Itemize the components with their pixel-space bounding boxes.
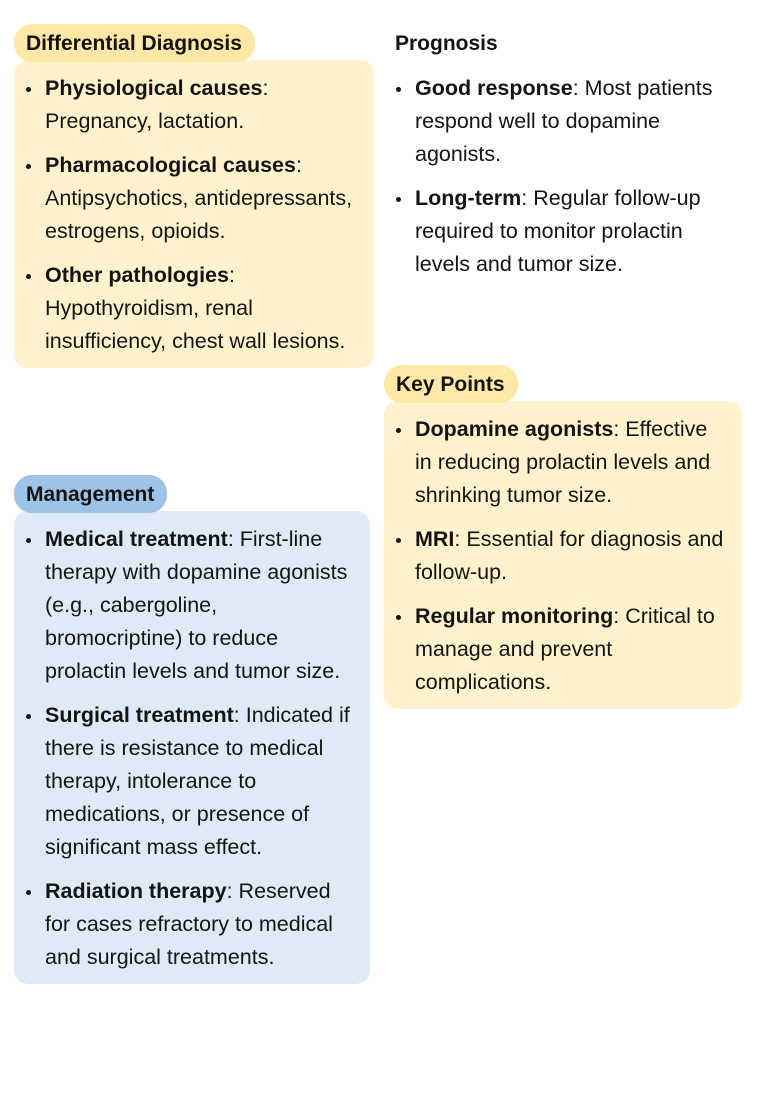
key-points-title: Key Points bbox=[384, 365, 518, 403]
item-term: Medical treatment bbox=[45, 527, 228, 551]
list-item: Physiological causes: Pregnancy, lactation. bbox=[22, 72, 358, 138]
differential-diagnosis-box bbox=[14, 60, 374, 368]
item-term: Physiological causes bbox=[45, 76, 263, 100]
list-item: MRI: Essential for diagnosis and follow-up. bbox=[392, 523, 726, 589]
key-points-box bbox=[384, 401, 742, 709]
list-item: Surgical treatment: Indicated if there is resistance to medical therapy, intolerance to medications, or presence of significant mass effect. bbox=[22, 699, 354, 864]
differential-diagnosis-title: Differential Diagnosis bbox=[14, 24, 255, 62]
item-desc: Most patients respond well to dopamine agonists. bbox=[415, 76, 713, 166]
item-desc: Antipsychotics, antidepressants, estrogens, opioids. bbox=[45, 186, 353, 243]
item-desc: Hypothyroidism, renal insufficiency, chest wall lesions. bbox=[45, 296, 346, 353]
item-term: Dopamine agonists bbox=[415, 417, 614, 441]
item-term: Regular monitoring bbox=[415, 604, 614, 628]
prognosis-section bbox=[384, 24, 746, 291]
management-box bbox=[14, 511, 370, 984]
item-desc: Indicated if there is resistance to medical therapy, intolerance to medications, or presence of significant mass effect. bbox=[45, 703, 350, 859]
list-item: Long-term: Regular follow-up required to monitor prolactin levels and tumor size. bbox=[392, 182, 722, 281]
key-points-list bbox=[392, 413, 726, 699]
item-desc: Reserved for cases refractory to medical and surgical treatments. bbox=[45, 879, 333, 969]
item-desc: Pregnancy, lactation. bbox=[45, 109, 245, 133]
item-desc: Critical to manage and prevent complications. bbox=[415, 604, 715, 694]
item-term: Pharmacological causes bbox=[45, 153, 296, 177]
prognosis-box bbox=[384, 60, 738, 291]
item-desc: Effective in reducing prolactin levels and shrinking tumor size. bbox=[415, 417, 711, 507]
list-item: Good response: Most patients respond well to dopamine agonists. bbox=[392, 72, 722, 171]
item-desc: Regular follow-up required to monitor prolactin levels and tumor size. bbox=[415, 186, 701, 276]
item-term: Long-term bbox=[415, 186, 522, 210]
key-points-section bbox=[384, 365, 746, 709]
item-term: Surgical treatment bbox=[45, 703, 234, 727]
management-title: Management bbox=[14, 475, 167, 513]
list-item: Other pathologies: Hypothyroidism, renal insufficiency, chest wall lesions. bbox=[22, 259, 358, 358]
differential-diagnosis-section bbox=[14, 24, 374, 368]
list-item: Pharmacological causes: Antipsychotics, antidepressants, estrogens, opioids. bbox=[22, 149, 358, 248]
prognosis-title: Prognosis bbox=[395, 32, 498, 55]
item-desc: Essential for diagnosis and follow-up. bbox=[415, 527, 724, 584]
list-item: Regular monitoring: Critical to manage and prevent complications. bbox=[392, 600, 726, 699]
differential-diagnosis-list bbox=[22, 72, 358, 358]
item-term: Good response bbox=[415, 76, 573, 100]
item-term: MRI bbox=[415, 527, 455, 551]
list-item: Radiation therapy: Reserved for cases refractory to medical and surgical treatments. bbox=[22, 875, 354, 974]
management-section bbox=[14, 475, 374, 984]
item-desc: First-line therapy with dopamine agonists (e.g., cabergoline, bromocriptine) to reduce prolactin levels and tumor size. bbox=[45, 527, 348, 683]
list-item: Dopamine agonists: Effective in reducing prolactin levels and shrinking tumor size. bbox=[392, 413, 726, 512]
management-list bbox=[22, 523, 354, 974]
item-term: Radiation therapy bbox=[45, 879, 227, 903]
prognosis-list bbox=[392, 72, 722, 281]
item-term: Other pathologies bbox=[45, 263, 229, 287]
list-item: Medical treatment: First-line therapy with dopamine agonists (e.g., cabergoline, bromocriptine) to reduce prolactin levels and tumor size. bbox=[22, 523, 354, 688]
